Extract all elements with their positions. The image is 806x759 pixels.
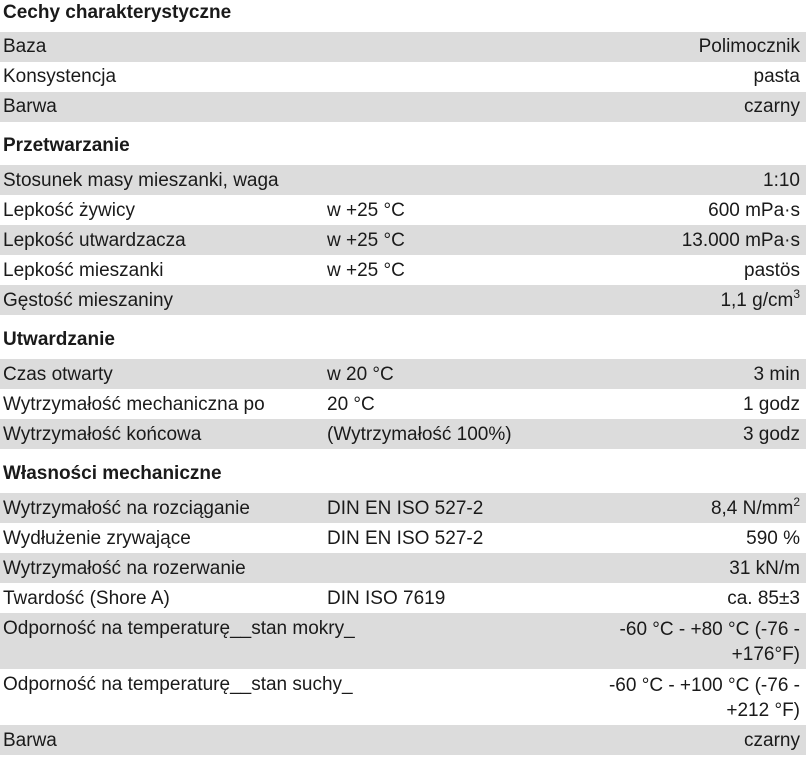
row-value: -60 °C - +80 °C (-76 - +176°F) <box>619 619 800 665</box>
row-label: Gęstość mieszaniny <box>3 290 174 311</box>
row-value: pastös <box>744 260 800 281</box>
row-value: 31 kN/m <box>729 558 800 579</box>
row-condition: w +25 °C <box>327 230 405 251</box>
row-value: 3 min <box>753 364 800 385</box>
row-label: Lepkość mieszanki <box>3 260 164 281</box>
table-row <box>0 523 806 553</box>
row-value-text: 1,1 g/cm <box>720 290 794 311</box>
row-condition: 20 °C <box>327 394 375 415</box>
row-condition: w 20 °C <box>327 364 394 385</box>
row-value: czarny <box>744 96 800 117</box>
table-row <box>0 225 806 255</box>
row-condition: w +25 °C <box>327 260 405 281</box>
table-row <box>0 165 806 195</box>
table-row <box>0 92 806 122</box>
row-condition: w +25 °C <box>327 200 405 221</box>
table-row <box>0 389 806 419</box>
table-row <box>0 669 806 725</box>
row-label: Odporność na temperaturę__stan suchy_ <box>3 674 353 695</box>
row-label: Barwa <box>3 730 57 751</box>
row-label: Wytrzymałość końcowa <box>3 424 202 445</box>
row-label: Odporność na temperaturę__stan mokry_ <box>3 618 355 639</box>
row-value: czarny <box>744 730 800 751</box>
table-row <box>0 255 806 285</box>
row-value: 600 mPa·s <box>708 200 800 221</box>
table-row <box>0 195 806 225</box>
row-label: Baza <box>3 36 47 57</box>
row-value-superscript: 2 <box>793 494 800 509</box>
row-value: 3 godz <box>742 424 800 445</box>
row-label: Konsystencja <box>3 66 117 87</box>
table-row <box>0 32 806 62</box>
row-value: pasta <box>753 66 800 87</box>
table-row <box>0 285 806 315</box>
row-value-text: 8,4 N/mm <box>710 498 794 519</box>
row-value: 1 godz <box>742 394 800 415</box>
section-title-processing: Przetwarzanie <box>3 135 130 156</box>
row-value: Polimocznik <box>698 36 800 57</box>
row-value: -60 °C - +100 °C (-76 - +212 °F) <box>608 675 800 721</box>
row-value <box>720 286 800 313</box>
row-value: ca. 85±3 <box>727 588 800 609</box>
row-label: Twardość (Shore A) <box>3 588 170 609</box>
row-condition: DIN EN ISO 527-2 <box>327 528 484 549</box>
row-value <box>710 494 800 521</box>
section-title-mechanical: Własności mechaniczne <box>3 463 222 484</box>
table-row <box>0 419 806 449</box>
table-row <box>0 725 806 755</box>
row-value: 13.000 mPa·s <box>681 230 800 251</box>
table-row <box>0 62 806 92</box>
row-label: Lepkość utwardzacza <box>3 230 186 251</box>
section-title-curing: Utwardzanie <box>3 329 115 350</box>
table-row <box>0 613 806 669</box>
row-condition: DIN ISO 7619 <box>327 588 446 609</box>
row-label: Wytrzymałość na rozciąganie <box>3 498 250 519</box>
row-condition: DIN EN ISO 527-2 <box>327 498 484 519</box>
row-label: Wydłużenie zrywające <box>3 528 191 549</box>
row-condition: (Wytrzymałość 100%) <box>327 424 512 445</box>
row-label: Lepkość żywicy <box>3 200 135 221</box>
table-row <box>0 553 806 583</box>
section-title-characteristics: Cechy charakterystyczne <box>3 2 232 23</box>
row-value-superscript: 3 <box>793 286 800 301</box>
table-row <box>0 359 806 389</box>
row-label: Wytrzymałość na rozerwanie <box>3 558 246 579</box>
row-label: Czas otwarty <box>3 364 113 385</box>
table-row <box>0 493 806 523</box>
row-value: 1:10 <box>763 170 800 191</box>
row-label: Wytrzymałość mechaniczna po <box>3 394 265 415</box>
row-value: 590 % <box>746 528 800 549</box>
table-row <box>0 583 806 613</box>
row-label: Stosunek masy mieszanki, waga <box>3 170 279 191</box>
row-label: Barwa <box>3 96 57 117</box>
